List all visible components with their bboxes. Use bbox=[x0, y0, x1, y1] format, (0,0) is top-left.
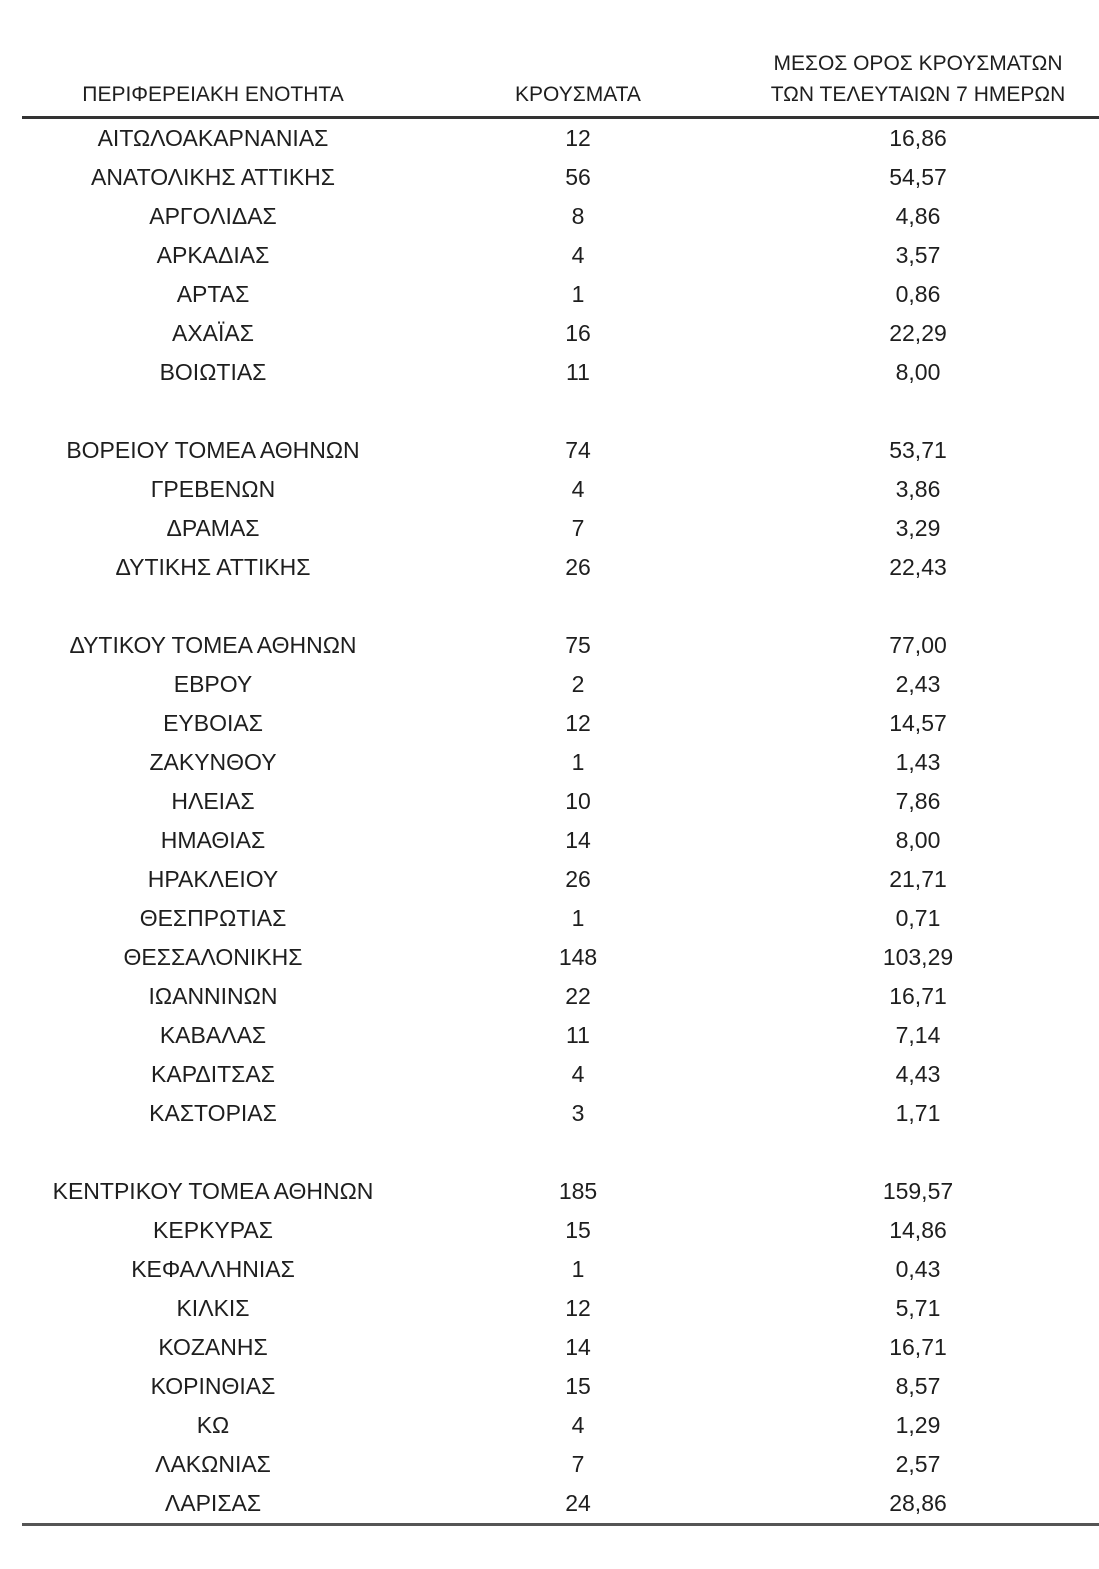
cell-region: ΔΥΤΙΚΟΥ ΤΟΜΕΑ ΑΘΗΝΩΝ bbox=[69, 632, 357, 658]
header-region bbox=[22, 48, 404, 118]
cell-filler bbox=[1084, 743, 1099, 782]
cell-avg: 54,57 bbox=[889, 164, 947, 190]
cell-cases: 4 bbox=[571, 1061, 585, 1087]
cell-avg: 14,57 bbox=[889, 710, 947, 736]
cell-region: ΑΡΤΑΣ bbox=[176, 281, 250, 307]
cell-avg: 53,71 bbox=[889, 437, 947, 463]
cell-avg: 103,29 bbox=[882, 944, 954, 970]
cell-avg: 8,00 bbox=[895, 827, 941, 853]
cell-region: ΔΡΑΜΑΣ bbox=[166, 515, 260, 541]
cell-avg: 16,86 bbox=[889, 125, 947, 151]
table-row bbox=[22, 665, 1099, 704]
table-row bbox=[22, 977, 1099, 1016]
cell-cases: 3 bbox=[571, 1100, 585, 1126]
cell-region: ΚΟΖΑΝΗΣ bbox=[158, 1334, 268, 1360]
cell-filler bbox=[1084, 1289, 1099, 1328]
cell-filler bbox=[1084, 1055, 1099, 1094]
table-row bbox=[22, 470, 1099, 509]
cell-avg: 3,29 bbox=[895, 515, 941, 541]
cell-region: ΚΩ bbox=[196, 1412, 230, 1438]
cell-avg: 16,71 bbox=[889, 983, 947, 1009]
cell-avg: 14,86 bbox=[889, 1217, 947, 1243]
cell-avg: 5,71 bbox=[895, 1295, 941, 1321]
table-row bbox=[22, 1211, 1099, 1250]
table-row bbox=[22, 704, 1099, 743]
table-row bbox=[22, 1016, 1099, 1055]
cell-filler bbox=[1084, 314, 1099, 353]
table-row bbox=[22, 1250, 1099, 1289]
cell-filler bbox=[1084, 1016, 1099, 1055]
table-row bbox=[22, 353, 1099, 392]
cell-filler bbox=[1084, 1094, 1099, 1133]
table-row bbox=[22, 236, 1099, 275]
header-cases-label: ΚΡΟΥΣΜΑΤΑ bbox=[515, 83, 641, 106]
cell-cases: 1 bbox=[571, 1256, 585, 1282]
cell-region: ΓΡΕΒΕΝΩΝ bbox=[150, 476, 276, 502]
cell-cases: 74 bbox=[565, 437, 591, 463]
spacer-cell bbox=[22, 1133, 1099, 1172]
cell-cases: 11 bbox=[566, 359, 590, 385]
cell-cases: 148 bbox=[558, 944, 598, 970]
cell-avg: 16,71 bbox=[889, 1334, 947, 1360]
cell-cases: 185 bbox=[558, 1178, 598, 1204]
cell-filler bbox=[1084, 236, 1099, 275]
cell-cases: 7 bbox=[571, 515, 585, 541]
table-row bbox=[22, 275, 1099, 314]
cell-cases: 2 bbox=[571, 671, 585, 697]
cell-cases: 15 bbox=[565, 1217, 591, 1243]
cell-avg: 21,71 bbox=[889, 866, 947, 892]
cell-region: ΙΩΑΝΝΙΝΩΝ bbox=[148, 983, 278, 1009]
cell-avg: 77,00 bbox=[889, 632, 947, 658]
cell-region: ΗΡΑΚΛΕΙΟΥ bbox=[147, 866, 279, 892]
table-row bbox=[22, 821, 1099, 860]
spacer-row bbox=[22, 587, 1099, 626]
cell-cases: 14 bbox=[565, 1334, 591, 1360]
spacer-row bbox=[22, 392, 1099, 431]
table-row bbox=[22, 782, 1099, 821]
cell-cases: 26 bbox=[565, 554, 591, 580]
cell-avg: 1,71 bbox=[895, 1100, 941, 1126]
cell-avg: 7,14 bbox=[895, 1022, 941, 1048]
cell-cases: 24 bbox=[404, 1484, 752, 1525]
cell-filler bbox=[1084, 470, 1099, 509]
table-row bbox=[22, 1055, 1099, 1094]
cell-cases: 1 bbox=[571, 281, 585, 307]
cell-avg: 0,86 bbox=[895, 281, 941, 307]
cell-avg: 1,43 bbox=[895, 749, 941, 775]
cell-filler bbox=[1084, 353, 1099, 392]
cell-region: ΛΑΡΙΣΑΣ bbox=[22, 1484, 404, 1525]
cell-region: ΗΛΕΙΑΣ bbox=[171, 788, 255, 814]
cell-region: ΚΟΡΙΝΘΙΑΣ bbox=[150, 1373, 276, 1399]
table-row bbox=[22, 1445, 1099, 1484]
cell-cases: 15 bbox=[565, 1373, 591, 1399]
cell-cases: 12 bbox=[565, 125, 591, 151]
cell-cases: 75 bbox=[565, 632, 591, 658]
cell-avg: 4,86 bbox=[895, 203, 941, 229]
table-row bbox=[22, 548, 1099, 587]
header-avg-line2: ΤΩΝ ΤΕΛΕΥΤΑΙΩΝ 7 ΗΜΕΡΩΝ bbox=[770, 83, 1066, 106]
header-filler bbox=[1084, 48, 1099, 118]
table-row bbox=[22, 1094, 1099, 1133]
table-row bbox=[22, 509, 1099, 548]
header-region-label: ΠΕΡΙΦΕΡΕΙΑΚΗ ΕΝΟΤΗΤΑ bbox=[82, 83, 344, 106]
cell-region: ΑΧΑΪΑΣ bbox=[172, 320, 254, 346]
cell-cases: 1 bbox=[571, 905, 585, 931]
cell-filler bbox=[1084, 1484, 1099, 1525]
cell-region: ΚΙΛΚΙΣ bbox=[176, 1295, 250, 1321]
cell-avg: 1,29 bbox=[895, 1412, 941, 1438]
table-row bbox=[22, 314, 1099, 353]
cell-cases: 8 bbox=[571, 203, 585, 229]
cell-avg: 8,00 bbox=[895, 359, 941, 385]
spacer-row bbox=[22, 1133, 1099, 1172]
cell-avg: 2,43 bbox=[895, 671, 941, 697]
table-row bbox=[22, 158, 1099, 197]
cell-filler bbox=[1084, 1445, 1099, 1484]
cell-filler bbox=[1084, 1328, 1099, 1367]
cell-avg: 8,57 bbox=[895, 1373, 941, 1399]
table-row bbox=[22, 1289, 1099, 1328]
cell-region: ΚΕΦΑΛΛΗΝΙΑΣ bbox=[131, 1256, 295, 1282]
header-avg-line1: ΜΕΣΟΣ ΟΡΟΣ ΚΡΟΥΣΜΑΤΩΝ bbox=[773, 52, 1063, 75]
cell-cases: 11 bbox=[566, 1022, 590, 1048]
table-row bbox=[22, 197, 1099, 236]
cell-avg: 3,57 bbox=[895, 242, 941, 268]
table-row bbox=[22, 1484, 1099, 1525]
cell-filler bbox=[1084, 548, 1099, 587]
cell-region: ΘΕΣΣΑΛΟΝΙΚΗΣ bbox=[123, 944, 303, 970]
cell-filler bbox=[1084, 626, 1099, 665]
cell-filler bbox=[1084, 938, 1099, 977]
cell-cases: 4 bbox=[571, 476, 585, 502]
cell-cases: 12 bbox=[565, 710, 591, 736]
cell-region: ΑΡΚΑΔΙΑΣ bbox=[156, 242, 270, 268]
cell-cases: 7 bbox=[571, 1451, 585, 1477]
cell-region: ΘΕΣΠΡΩΤΙΑΣ bbox=[139, 905, 287, 931]
table-row bbox=[22, 938, 1099, 977]
cell-avg: 28,86 bbox=[752, 1484, 1084, 1525]
cell-region: ΒΟΙΩΤΙΑΣ bbox=[159, 359, 267, 385]
cell-region: ΛΑΚΩΝΙΑΣ bbox=[155, 1451, 271, 1477]
cell-cases: 1 bbox=[571, 749, 585, 775]
cell-region: ΚΕΡΚΥΡΑΣ bbox=[153, 1217, 273, 1243]
cell-filler bbox=[1084, 1172, 1099, 1211]
cell-avg: 4,43 bbox=[895, 1061, 941, 1087]
table-row bbox=[22, 743, 1099, 782]
cell-cases: 22 bbox=[565, 983, 591, 1009]
header-row bbox=[22, 48, 1099, 118]
cell-filler bbox=[1084, 821, 1099, 860]
table-body bbox=[22, 118, 1099, 1525]
cell-region: ΒΟΡΕΙΟΥ ΤΟΜΕΑ ΑΘΗΝΩΝ bbox=[66, 437, 360, 463]
cell-filler bbox=[1084, 509, 1099, 548]
table-row bbox=[22, 626, 1099, 665]
table-row bbox=[22, 1367, 1099, 1406]
cell-filler bbox=[1084, 1406, 1099, 1445]
cell-region: ΕΒΡΟΥ bbox=[173, 671, 253, 697]
cases-table bbox=[22, 48, 1099, 1526]
table-row bbox=[22, 431, 1099, 470]
table-row bbox=[22, 1406, 1099, 1445]
table-row bbox=[22, 118, 1099, 159]
header-avg bbox=[752, 48, 1084, 118]
cell-region: ΚΑΒΑΛΑΣ bbox=[159, 1022, 267, 1048]
cell-filler bbox=[1084, 158, 1099, 197]
cell-filler bbox=[1084, 118, 1099, 159]
header-cases bbox=[404, 48, 752, 118]
cell-avg: 22,29 bbox=[889, 320, 947, 346]
cell-region: ΕΥΒΟΙΑΣ bbox=[163, 710, 263, 736]
cell-cases: 16 bbox=[565, 320, 591, 346]
cell-cases: 26 bbox=[565, 866, 591, 892]
cell-region: ΑΡΓΟΛΙΔΑΣ bbox=[149, 203, 277, 229]
cell-cases: 10 bbox=[565, 788, 591, 814]
cell-filler bbox=[1084, 860, 1099, 899]
table-row bbox=[22, 860, 1099, 899]
cell-cases: 56 bbox=[565, 164, 591, 190]
cell-filler bbox=[1084, 704, 1099, 743]
cell-region: ΗΜΑΘΙΑΣ bbox=[160, 827, 266, 853]
cell-filler bbox=[1084, 1367, 1099, 1406]
table-row bbox=[22, 1328, 1099, 1367]
cell-filler bbox=[1084, 1250, 1099, 1289]
spacer-cell bbox=[22, 392, 1099, 431]
cell-region: ΖΑΚΥΝΘΟΥ bbox=[149, 749, 277, 775]
cell-region: ΚΕΝΤΡΙΚΟΥ ΤΟΜΕΑ ΑΘΗΝΩΝ bbox=[52, 1178, 374, 1204]
cell-avg: 3,86 bbox=[895, 476, 941, 502]
spacer-cell bbox=[22, 587, 1099, 626]
cell-filler bbox=[1084, 977, 1099, 1016]
cell-filler bbox=[1084, 431, 1099, 470]
cell-filler bbox=[1084, 665, 1099, 704]
table-row bbox=[22, 1172, 1099, 1211]
cell-region: ΑΙΤΩΛΟΑΚΑΡΝΑΝΙΑΣ bbox=[97, 125, 329, 151]
cell-avg: 0,71 bbox=[895, 905, 941, 931]
cell-filler bbox=[1084, 782, 1099, 821]
cell-cases: 4 bbox=[571, 1412, 585, 1438]
cell-region: ΚΑΡΔΙΤΣΑΣ bbox=[151, 1061, 275, 1087]
table-row bbox=[22, 899, 1099, 938]
cell-cases: 4 bbox=[571, 242, 585, 268]
cell-region: ΔΥΤΙΚΗΣ ΑΤΤΙΚΗΣ bbox=[115, 554, 311, 580]
cell-avg: 159,57 bbox=[882, 1178, 954, 1204]
cell-filler bbox=[1084, 275, 1099, 314]
cell-avg: 22,43 bbox=[889, 554, 947, 580]
cell-region: ΑΝΑΤΟΛΙΚΗΣ ΑΤΤΙΚΗΣ bbox=[90, 164, 336, 190]
cell-avg: 0,43 bbox=[895, 1256, 941, 1282]
cell-cases: 14 bbox=[565, 827, 591, 853]
cell-cases: 12 bbox=[565, 1295, 591, 1321]
cell-avg: 7,86 bbox=[895, 788, 941, 814]
cell-region: ΚΑΣΤΟΡΙΑΣ bbox=[149, 1100, 277, 1126]
cell-avg: 2,57 bbox=[895, 1451, 941, 1477]
cell-filler bbox=[1084, 197, 1099, 236]
cell-filler bbox=[1084, 1211, 1099, 1250]
cell-filler bbox=[1084, 899, 1099, 938]
